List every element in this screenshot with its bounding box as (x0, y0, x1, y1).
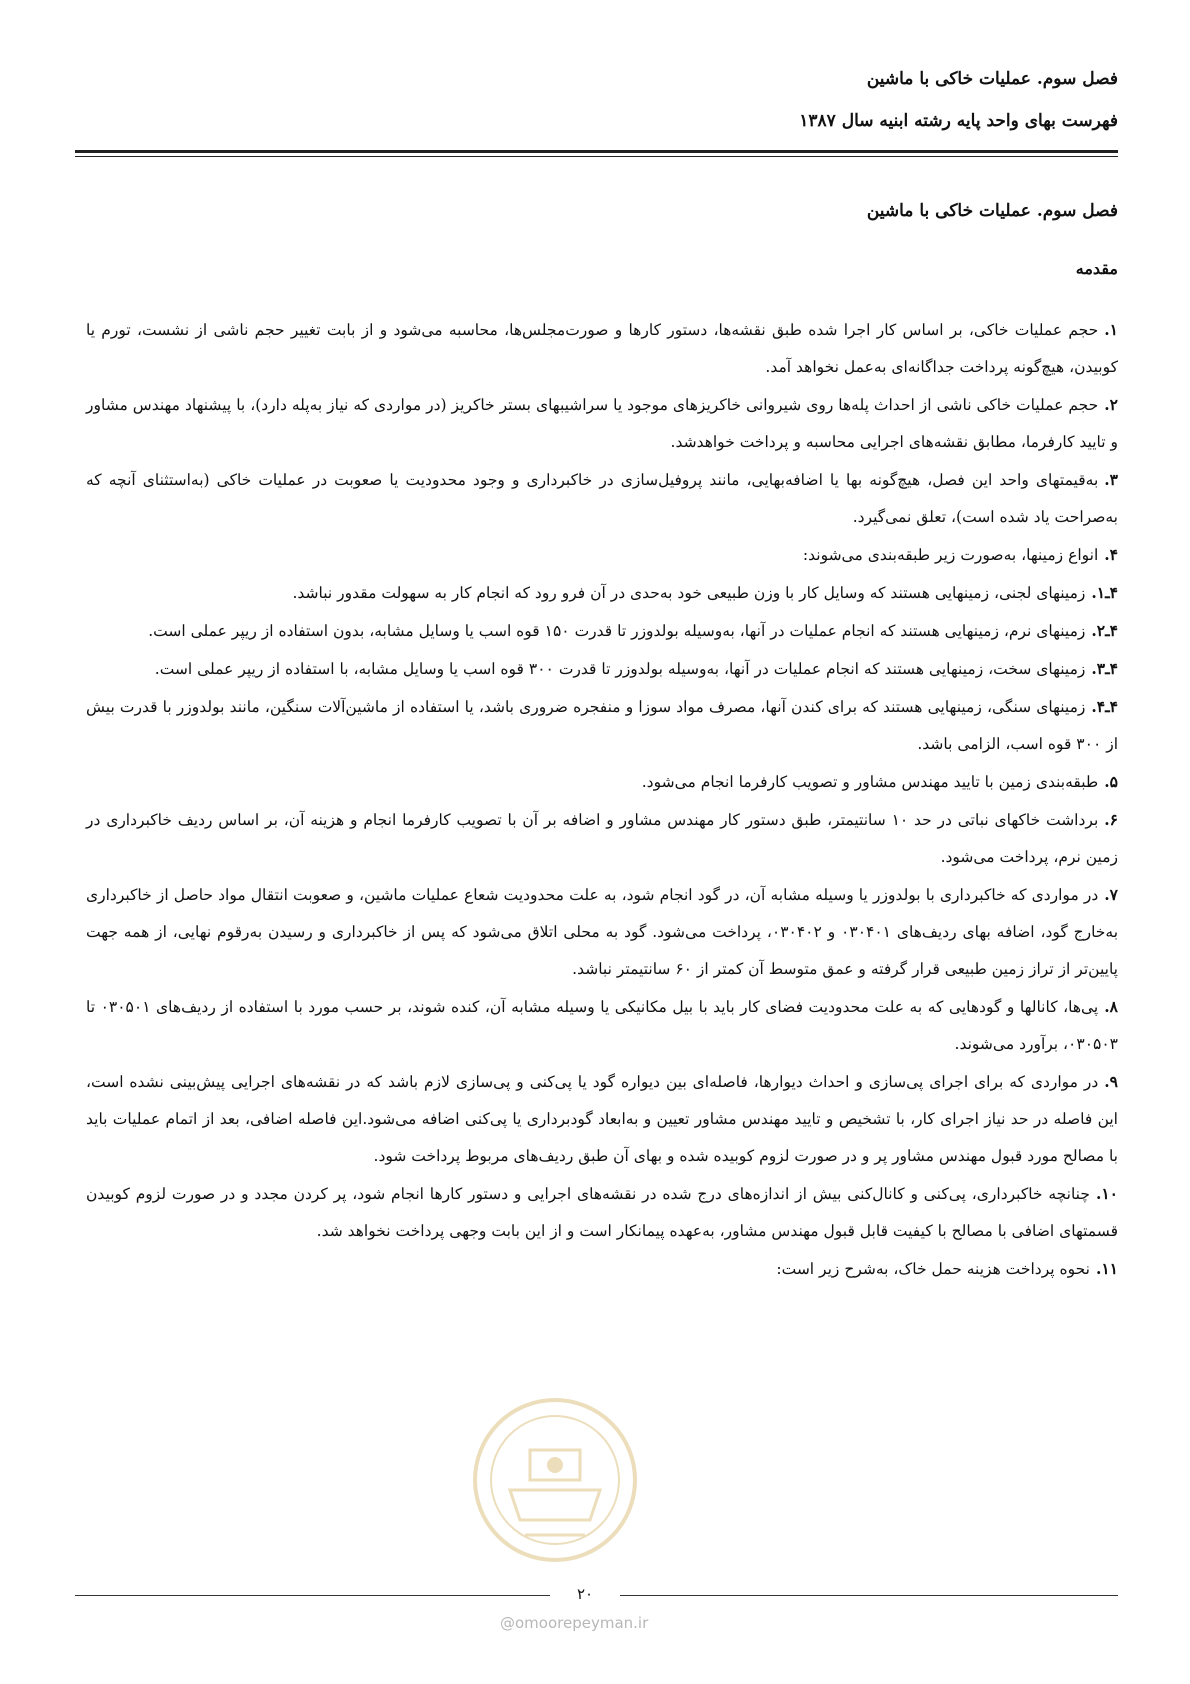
list-item (86, 461, 1118, 536)
item-text: طبقه‌بندی زمین با تایید مهندس مشاور و تصویب کارفرما انجام می‌شود. (641, 773, 1099, 791)
item-number: ۴. (1104, 545, 1118, 564)
footer-rule-left (75, 1595, 550, 1596)
item-text: چنانچه خاکبرداری، پی‌کنی و کانال‌کنی بیش از اندازه‌های درج شده در نقشه‌های اجرایی و دستور کارها انجام شود، پر کردن مجدد و در صورت لزوم کوبیدن قسمتهای اضافی با مصالح با کیفیت قابل قبول مهندس مشاور، به‌عهده پیمانکار است و از این بابت وجهی پرداخت نخواهد شد. (86, 1185, 1118, 1240)
page-number: ۲۰ (576, 1585, 594, 1603)
item-text: زمینهای لجنی، زمینهایی هستند که وسایل کار با وزن طبیعی خود به‌حدی در آن فرو رود که انجام کار به سهولت مقدور نباشد. (292, 584, 1086, 602)
intro-heading: مقدمه (1075, 259, 1118, 278)
item-text: در مواردی که برای اجرای پی‌سازی و احداث دیوارها، فاصله‌ای بین دیواره گود یا پی‌کنی و پی‌سازی لازم باشد که در نقشه‌های اجرایی پیش‌بینی نشده است، این فاصله در حد نیاز اجرای کار، با تشخیص و تایید مهندس مشاور تعیین و به‌ابعاد گودبرداری یا پی‌کنی اضافه می‌شود.این فاصله اضافی، بعد از اتمام عملیات باید با مصالح مورد قبول مهندس مشاور پر و در صورت لزوم کوبیده شده و بهای آن طبق ردیف‌های مربوط پرداخت شود. (86, 1073, 1118, 1165)
item-text: حجم عملیات خاکی، بر اساس کار اجرا شده طبق نقشه‌ها، دستور کارها و صورت‌مجلس‌ها، محاسبه می‌شود و از بابت تغییر حجم ناشی از نشست، تورم یا کوبیدن، هیچ‌گونه پرداخت جداگانه‌ای به‌عمل نخواهد آمد. (86, 321, 1118, 376)
list-item (86, 801, 1118, 876)
header-rule-thin (75, 156, 1118, 157)
item-number: ۴ـ۳. (1091, 659, 1118, 678)
item-text: به‌قیمتهای واحد این فصل، هیچ‌گونه بها یا اضافه‌بهایی، مانند پروفیل‌سازی در خاکبرداری و وجود محدودیت یا صعوبت در عملیات خاکی (به‌استثنای آنچه که به‌صراحت یاد شده است)، تعلق نمی‌گیرد. (86, 471, 1118, 526)
item-number: ۳. (1104, 470, 1118, 489)
item-text: زمینهای سخت، زمینهایی هستند که انجام عملیات در آنها، به‌وسیله بولدوزر تا قدرت ۳۰۰ قوه اسب یا وسایل مشابه، با استفاده از ریپر عملی است. (154, 660, 1086, 678)
list-item (86, 1250, 1118, 1288)
item-number: ۱۰. (1095, 1184, 1118, 1203)
item-text: زمینهای سنگی، زمینهایی هستند که برای کندن آنها، مصرف مواد سوزا و منفجره ضروری باشد، یا استفاده از ماشین‌آلات سنگین، مانند بولدوزر با قدرت بیش از ۳۰۰ قوه اسب، الزامی باشد. (86, 698, 1118, 753)
item-number: ۵. (1104, 772, 1118, 791)
list-item (86, 650, 1118, 688)
item-text: نحوه پرداخت هزینه حمل خاک، به‌شرح زیر است: (776, 1260, 1090, 1278)
list-item (86, 1063, 1118, 1175)
list-item (86, 612, 1118, 650)
footer-rule-right (620, 1595, 1118, 1596)
item-number: ۸. (1104, 997, 1118, 1016)
running-header (799, 58, 1118, 142)
header-chapter-title: فصل سوم. عملیات خاکی با ماشین (866, 69, 1118, 89)
item-text: برداشت خاکهای نباتی در حد ۱۰ سانتیمتر، طبق دستور کار مهندس مشاور و اضافه بر آن با تصویب کارفرما انجام و هزینه آن، بر اساس ردیف خاکبرداری در زمین نرم، پرداخت می‌شود. (86, 811, 1118, 866)
item-text: در مواردی که خاکبرداری با بولدوزر یا وسیله مشابه آن، در گود انجام شود، به علت محدودیت شعاع عملیات ماشین، و صعوبت انتقال مواد حاصل از خاکبرداری به‌خارج گود، اضافه بهای ردیف‌های ۰۳۰۴۰۱ و ۰۳۰۴۰۲، پرداخت می‌شود. گود به محلی اتلاق می‌شود که پس از خاکبرداری و رسیدن به‌رقوم نهایی، از همه جهت پایین‌تر از تراز زمین طبیعی قرار گرفته و عمق متوسط آن کمتر از ۶۰ سانتیمتر نباشد. (86, 886, 1119, 978)
list-item (86, 536, 1118, 574)
item-number: ۴ـ۴. (1091, 697, 1118, 716)
list-item (86, 1175, 1118, 1250)
item-text: پی‌ها، کانالها و گودهایی که به علت محدودیت فضای کار باید با بیل مکانیکی یا وسیله مشابه آن، کنده شوند، بر حسب مورد با استفاده از ردیف‌های ۰۳۰۵۰۱ تا ۰۳۰۵۰۳، برآورد می‌شوند. (86, 998, 1118, 1053)
list-item (86, 763, 1118, 801)
item-text: حجم عملیات خاکی ناشی از احداث پله‌ها روی شیروانی خاکریزهای موجود یا سراشیبهای بستر خاکریز (در مواردی که نیاز به‌پله دارد)، با پیشنهاد مهندس مشاور و تایید کارفرما، مطابق نقشه‌های اجرایی محاسبه و پرداخت خواهدشد. (86, 396, 1118, 451)
list-item (86, 574, 1118, 612)
header-document-title: فهرست بهای واحد پایه رشته ابنیه سال ۱۳۸۷ (799, 111, 1118, 131)
list-item (86, 688, 1118, 763)
item-text: انواع زمینها، به‌صورت زیر طبقه‌بندی می‌شوند: (802, 546, 1099, 564)
item-number: ۱. (1104, 320, 1118, 339)
item-number: ۲. (1104, 395, 1118, 414)
list-item (86, 311, 1118, 386)
website-watermark-text: @omoorepeyman.ir (500, 1614, 649, 1632)
seal-logo-watermark-icon (470, 1395, 640, 1565)
item-number: ۷. (1104, 885, 1118, 904)
item-list (86, 311, 1118, 1288)
item-number: ۴ـ۲. (1091, 621, 1118, 640)
item-number: ۶. (1104, 810, 1118, 829)
list-item (86, 988, 1118, 1063)
item-text: زمینهای نرم، زمینهایی هستند که انجام عملیات در آنها، به‌وسیله بولدوزر تا قدرت ۱۵۰ قوه اسب یا وسایل مشابه، بدون استفاده از ریپر عملی است. (148, 622, 1086, 640)
list-item (86, 386, 1118, 461)
item-number: ۱۱. (1095, 1259, 1118, 1278)
section-title: فصل سوم. عملیات خاکی با ماشین (866, 201, 1118, 221)
main-content (86, 197, 1118, 1288)
item-number: ۴ـ۱. (1091, 583, 1118, 602)
item-number: ۹. (1104, 1072, 1118, 1091)
list-item (86, 876, 1118, 988)
header-rule-thick (75, 150, 1118, 153)
